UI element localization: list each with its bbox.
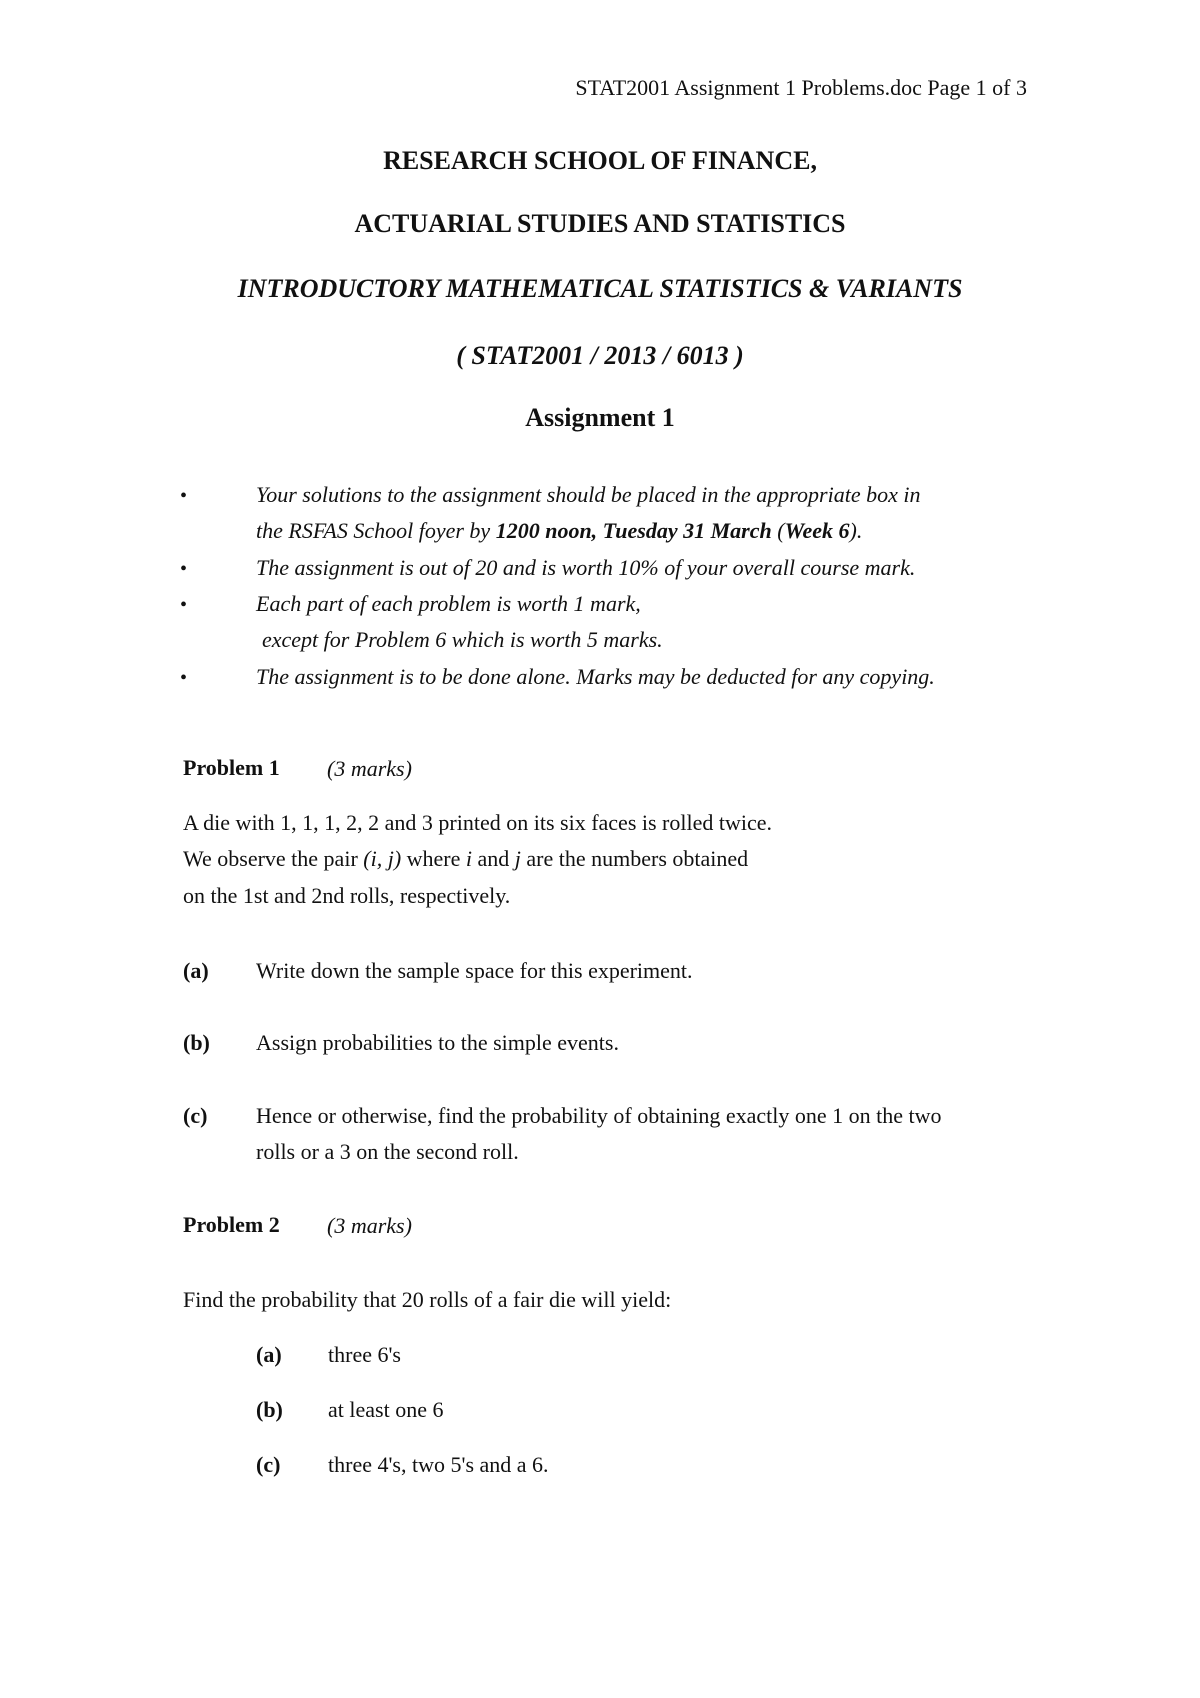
problem-2-part-label: (c) xyxy=(256,1452,281,1477)
problem-2-intro: Find the probability that 20 rolls of a fair die will yield: xyxy=(183,1287,672,1312)
bullet-icon: • xyxy=(180,558,188,580)
problem-2-part-text: three 6's xyxy=(328,1342,401,1367)
bullet-1-line1: Your solutions to the assignment should be placed in the appropriate box in xyxy=(256,482,921,507)
problem-2-part-label: (a) xyxy=(256,1342,282,1367)
problem-2-part-text: three 4's, two 5's and a 6. xyxy=(328,1452,549,1477)
bullet-3-line1: Each part of each problem is worth 1 mark, xyxy=(256,591,641,616)
bullet-1-line2: the RSFAS School foyer by 1200 noon, Tuesday 31 March (Week 6). xyxy=(256,518,863,543)
bullet-4: The assignment is to be done alone. Marks may be deducted for any copying. xyxy=(256,664,935,689)
running-head: STAT2001 Assignment 1 Problems.doc Page 1 of 3 xyxy=(575,75,1027,100)
deadline-week: Week 6 xyxy=(784,518,850,543)
problem-1-intro-line2: We observe the pair (i, j) where i and j are the numbers obtained xyxy=(183,846,749,871)
school-title-line1: RESEARCH SCHOOL OF FINANCE, xyxy=(383,146,817,175)
course-title: INTRODUCTORY MATHEMATICAL STATISTICS & VARIANTS xyxy=(237,274,963,303)
problem-2-part-text: at least one 6 xyxy=(328,1397,444,1422)
problem-1-part-text: Hence or otherwise, find the probability of obtaining exactly one 1 on the two xyxy=(256,1103,942,1128)
bullet-icon: • xyxy=(180,594,188,616)
problem-1-part-text-cont: rolls or a 3 on the second roll. xyxy=(256,1139,519,1164)
problem-2-marks: (3 marks) xyxy=(327,1213,412,1238)
problem-1-intro-line3: on the 1st and 2nd rolls, respectively. xyxy=(183,883,511,908)
assignment-title: Assignment 1 xyxy=(525,403,675,432)
problem-1-intro-line1: A die with 1, 1, 1, 2, 2 and 3 printed on its six faces is rolled twice. xyxy=(183,810,773,835)
bullet-icon: • xyxy=(180,667,188,689)
problem-1-part-label: (a) xyxy=(183,958,209,983)
problem-1-part-text: Write down the sample space for this experiment. xyxy=(256,958,693,983)
school-title-line2: ACTUARIAL STUDIES AND STATISTICS xyxy=(354,209,846,238)
problem-1-heading: Problem 1 xyxy=(183,755,280,780)
course-codes: ( STAT2001 / 2013 / 6013 ) xyxy=(456,341,744,370)
problem-1-marks: (3 marks) xyxy=(327,756,412,781)
deadline: 1200 noon, Tuesday 31 March xyxy=(495,518,772,543)
pair-notation: (i, j) xyxy=(363,846,402,871)
problem-1-part-label: (b) xyxy=(183,1030,210,1055)
problem-1-part-label: (c) xyxy=(183,1103,208,1128)
bullet-3-line2: except for Problem 6 which is worth 5 marks. xyxy=(262,627,663,652)
problem-2-heading: Problem 2 xyxy=(183,1212,280,1237)
bullet-2: The assignment is out of 20 and is worth 10% of your overall course mark. xyxy=(256,555,916,580)
problem-2-part-label: (b) xyxy=(256,1397,283,1422)
problem-1-part-text: Assign probabilities to the simple events. xyxy=(256,1030,619,1055)
bullet-icon: • xyxy=(180,485,188,507)
